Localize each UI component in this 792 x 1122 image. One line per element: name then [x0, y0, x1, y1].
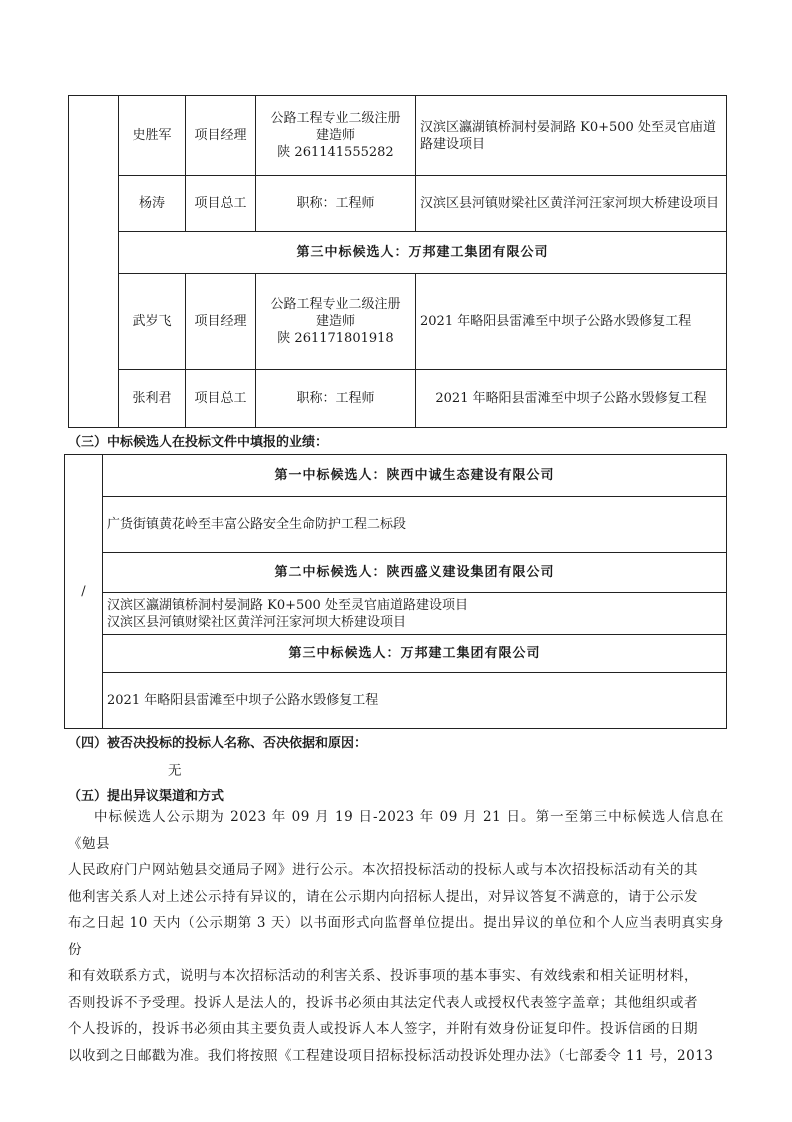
person-name: 张利君 [119, 370, 186, 428]
performance-item: 汉滨区县河镇财梁社区黄洋河汪家河坝大桥建设项目 [107, 614, 407, 630]
slash-cell: / [65, 455, 103, 729]
person-cert [256, 96, 416, 176]
candidate-header: 第二中标候选人：陕西盛义建设集团有限公司 [103, 553, 727, 593]
table-row [65, 593, 727, 635]
section4-value: 无 [168, 763, 182, 779]
candidate-header: 第一中标候选人：陕西中诚生态建设有限公司 [103, 455, 727, 497]
body-line: 人民政府门户网站勉县交通局子网》进行公示。本次招投标活动的投标人或与本次招投标活动有关的其 [68, 862, 698, 878]
table-row [69, 370, 727, 428]
table-row [65, 497, 727, 553]
cert-line: 公路工程专业二级注册 [270, 297, 401, 312]
cert-line: 陕 261141555282 [277, 145, 394, 160]
performance-item: 2021 年略阳县雷滩至中坝子公路水毁修复工程 [103, 673, 727, 729]
person-cert: 职称：工程师 [256, 176, 416, 232]
body-line: 和有效联系方式，说明与本次招标活动的利害关系、投诉事项的基本事实、有效线索和相关证明材料， [68, 968, 698, 984]
person-name: 武岁飞 [119, 274, 186, 370]
person-project: 2021 年略阳县雷滩至中坝子公路水毁修复工程 [416, 274, 727, 370]
table-row [69, 232, 727, 274]
table-row [65, 635, 727, 673]
body-line: 以收到之日邮戳为准。我们将按照《工程建设项目招标投标活动投诉处理办法》（七部委令 11 号，2013 [68, 1047, 714, 1064]
table-row [69, 176, 727, 232]
merged-blank-cell [69, 96, 119, 428]
cert-line: 陕 261171801918 [277, 331, 394, 346]
section5-body [68, 804, 724, 1069]
person-role: 项目总工 [186, 370, 256, 428]
body-line: 否则投诉不予受理。投诉人是法人的，投诉书必须由其法定代表人或授权代表签字盖章；其他组织或者 [68, 994, 698, 1011]
person-project: 汉滨区瀛湖镇桥洞村晏洞路 K0+500 处至灵官庙道路建设项目 [416, 96, 727, 176]
person-name: 史胜军 [119, 96, 186, 176]
candidate-header: 第三中标候选人：万邦建工集团有限公司 [119, 232, 727, 274]
person-project: 2021 年略阳县雷滩至中坝子公路水毁修复工程 [416, 370, 727, 428]
person-name: 杨涛 [119, 176, 186, 232]
candidate-header: 第三中标候选人：万邦建工集团有限公司 [103, 635, 727, 673]
personnel-table [68, 95, 727, 428]
cert-line: 建造师 [315, 314, 355, 329]
cert-line: 建造师 [315, 128, 355, 143]
performance-item: 广货街镇黄花岭至丰富公路安全生命防护工程二标段 [103, 497, 727, 553]
cert-line: 公路工程专业二级注册 [270, 111, 401, 126]
person-role: 项目经理 [186, 274, 256, 370]
body-line: 个人投诉的，投诉书必须由其主要负责人或投诉人本人签字，并附有效身份证复印件。投诉信函的日期 [68, 1021, 698, 1037]
person-cert: 职称：工程师 [256, 370, 416, 428]
body-line: 他利害关系人对上述公示持有异议的，请在公示期内向招标人提出，对异议答复不满意的，请于公示发 [68, 888, 698, 905]
person-cert [256, 274, 416, 370]
person-role: 项目总工 [186, 176, 256, 232]
body-line: 中标候选人公示期为 2023 年 09 月 19 日-2023 年 09 月 21 日。第一至第三中标候选人信息在《勉县 [68, 809, 724, 852]
performance-item: 汉滨区瀛湖镇桥洞村晏洞路 K0+500 处至灵官庙道路建设项目 [107, 597, 468, 613]
section5-title: （五）提出异议渠道和方式 [68, 789, 225, 804]
table-row [65, 553, 727, 593]
table-row [69, 96, 727, 176]
table-row [65, 673, 727, 729]
person-role: 项目经理 [186, 96, 256, 176]
table-row [69, 274, 727, 370]
table-row [65, 455, 727, 497]
section4-title: （四）被否决投标的投标人名称、否决依据和原因： [68, 736, 368, 751]
performance-table [64, 454, 727, 729]
body-line: 布之日起 10 天内（公示期第 3 天）以书面形式向监督单位提出。提出异议的单位和个人应当表明真实身份 [68, 915, 724, 958]
person-project: 汉滨区县河镇财梁社区黄洋河汪家河坝大桥建设项目 [416, 176, 727, 232]
section3-title: （三）中标候选人在投标文件中填报的业绩： [68, 435, 329, 450]
performance-items [103, 593, 727, 635]
